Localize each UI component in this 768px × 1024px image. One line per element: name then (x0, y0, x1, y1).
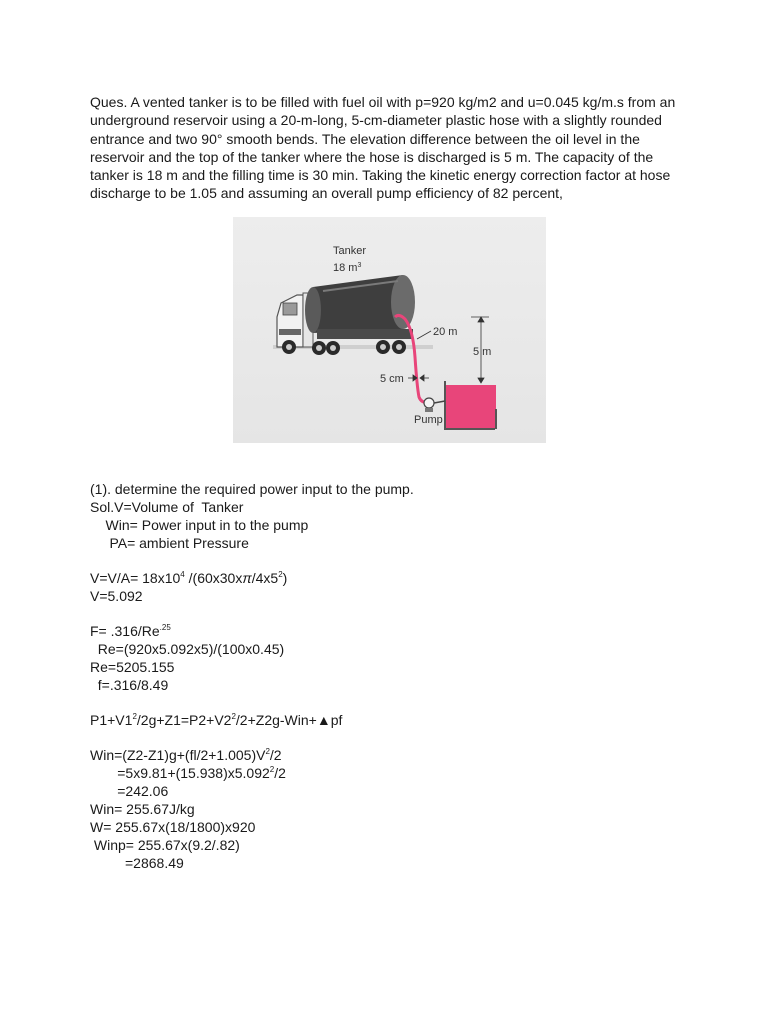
reynolds-equation: Re=(920x5.092x5)/(100x0.45) (90, 641, 285, 657)
triangle-icon: ▲ (316, 712, 331, 728)
win-definition: Win= Power input in to the pump (90, 517, 309, 533)
friction-equation: $F= .316/Re^{.25}$ (90, 623, 171, 639)
tanker-diagram (233, 217, 546, 443)
tank-body (305, 275, 415, 339)
pump-label: Pump (414, 414, 443, 426)
winp-result: =2868.49 (90, 855, 184, 871)
win-result: =242.06 (90, 783, 169, 799)
volume-equation: $V=V/A= 18x10^4$ $/(60x30x\pi/4x5^2)$ (90, 570, 288, 586)
win-substitution: $=5x9.81+(15.938)x5.092^2/2$ (90, 765, 286, 781)
friction-value: f=.316/8.49 (90, 677, 169, 693)
pump-icon (424, 398, 445, 412)
reynolds-value: Re=5205.155 (90, 659, 175, 675)
reservoir (445, 381, 497, 429)
win-equation: $Win=(Z2-Z1)g+(fl/2+1.005)V^2/2$ (90, 747, 282, 763)
win-final: Win= 255.67J/kg (90, 801, 195, 817)
question-text: Ques. A vented tanker is to be filled with fuel oil with p=920 kg/m2 and u=0.045 kg/m.s from an underground reservoir using a 20-m-long, 5-cm-diameter plastic hose with a slightly rounded entrance and two 90° smooth bends. The elevation difference between the oil level in the reservoir and the top of the tanker where the hose is discharged is 5 m. The capacity of the tanker is 18 m and the filling time is 30 min. Taking the kinetic energy correction factor at hose discharge to be 1.05 and assuming an overall pump efficiency of 82 percent, (90, 94, 676, 202)
diameter-label: 5 cm (380, 373, 404, 385)
w-equation: W= 255.67x(18/1800)x920 (90, 819, 256, 835)
tanker-figure (233, 217, 546, 443)
energy-equation: $P1+V1^2/2g+Z1=P2+V2^2/2+Z2g-Win+▲pf$ (90, 712, 343, 728)
hose-length-label: 20 m (433, 326, 458, 338)
tanker-label: Tanker (333, 245, 367, 257)
pa-definition: PA= ambient Pressure (90, 535, 249, 551)
diameter-pointer (408, 375, 429, 381)
capacity-label: 18 $m^3$ (333, 262, 362, 274)
part1-heading: (1). determine the required power input to the pump. (90, 481, 414, 497)
sol-line: Sol.V=Volume of Tanker (90, 499, 244, 515)
height-label: 5 m (473, 346, 492, 358)
hose-length-pointer (417, 331, 431, 339)
winp-equation: Winp= 255.67x(9.2/.82) (90, 837, 240, 853)
velocity-value: V=5.092 (90, 588, 143, 604)
